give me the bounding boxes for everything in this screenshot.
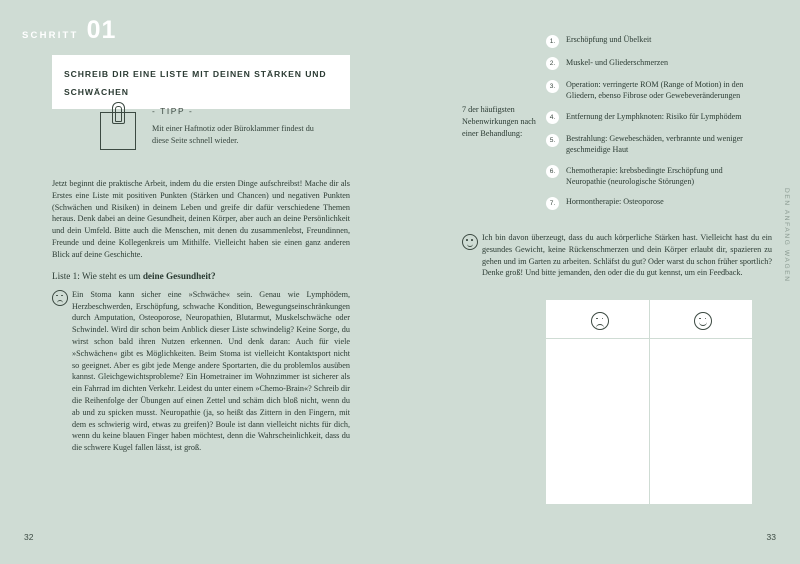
tip-body: Mit einer Haftnotiz oder Büroklammer findest du diese Seite schnell wieder. [152, 124, 314, 145]
list-item-number: 1. [546, 35, 559, 48]
list-item-label: Operation: verringerte ROM (Range of Motion) in den Gliedern, ebenso Fibrose oder Gewebeveränderungen [566, 80, 744, 101]
tip-text-wrap [152, 100, 326, 152]
step-number: 01 [86, 16, 117, 44]
list-item-label: Chemotherapie: krebsbedingte Erschöpfung und Neuropathie (neurologische Störungen) [566, 165, 723, 187]
strengths-paragraph-block [462, 232, 772, 279]
list-item-number: 2. [546, 57, 559, 70]
sad-face-icon [591, 312, 609, 330]
happy-face-icon [694, 312, 712, 330]
subheading-emphasis: deine Gesundheit? [142, 270, 216, 281]
list-item-number: 5. [546, 134, 559, 147]
list-item [546, 111, 752, 125]
strengths-column-header [694, 312, 710, 328]
left-body-column [52, 178, 350, 463]
grid-divider-vertical [649, 300, 650, 504]
subheading-prefix: Liste 1: Wie steht es um [52, 270, 143, 281]
list-item-label: Bestrahlung: Gewebeschäden, verbrannte und weniger geschmeidige Haut [566, 134, 743, 155]
happy-face-icon [462, 234, 478, 250]
page-number-left: 32 [24, 532, 34, 542]
list-item-label: Erschöpfung und Übelkeit [566, 35, 652, 44]
list-item-number: 7. [546, 197, 559, 210]
page-number-right: 33 [766, 532, 776, 542]
list-item [546, 196, 752, 210]
step-header [22, 18, 116, 43]
list-item [546, 57, 752, 71]
list-item [546, 165, 752, 188]
chapter-running-tab: DEN ANFANG WAGEN [783, 188, 790, 283]
grid-divider-horizontal [546, 338, 752, 339]
tip-label: - TIPP - [152, 106, 194, 116]
step-label: SCHRITT [22, 30, 79, 41]
paperclip-note-icon [96, 100, 142, 152]
side-effects-caption: 7 der häufigsten Nebenwirkungen nach einer Behandlung: [462, 105, 536, 138]
strengths-paragraph: Ich bin davon überzeugt, dass du auch körperliche Stärken hast. Vielleicht hast du ein gesundes Gewicht, keine Rückenschmerzen und dein Körper erlaubt dir, spazieren zu gehen und im Garten zu arbeiten. Schläfst du gut? Oder warst du schon früher sportlich? Denke groß! Und bitte jemanden, den oder die du gut kennst, um ein Feedback. [482, 233, 772, 278]
right-page [400, 0, 800, 564]
intro-paragraph: Jetzt beginnt die praktische Arbeit, indem du die ersten Dinge aufschreibst! Mache dir als Erstes eine Liste mit positiven Punkten (Stärken und Chancen) und negativen Punkten (Schwächen und Risiken) in deinem Leben und greife dir dafür verschiedene Themen heraus. Denk dabei an deine Gesundheit, deinen Körper, aber auch an deine Persönlichkeit und dein Umfeld. Bitte auch die Menschen, mit denen du zusammenlebst, Freundinnen, Freunde und deine Kollegenkreis um Mithilfe. Vielleicht haben sie einen ganz anderen Blick auf deine Geschichte. [52, 179, 350, 259]
answer-grid[interactable] [546, 300, 752, 504]
tip-block [96, 100, 326, 152]
health-paragraph-block [52, 289, 350, 454]
list-item [546, 133, 752, 156]
list-item [546, 79, 752, 102]
side-effects-list [546, 34, 752, 219]
list-item-number: 4. [546, 111, 559, 124]
list-item [546, 34, 752, 48]
list-item-number: 3. [546, 80, 559, 93]
list-item-label: Entfernung der Lymphknoten: Risiko für Lymphödem [566, 111, 742, 121]
sad-face-icon [52, 290, 68, 306]
list-subheading [52, 271, 350, 281]
weaknesses-column-header [591, 312, 607, 328]
list-item-label: Hormontherapie: Osteoporose [566, 197, 664, 207]
health-paragraph: Ein Stoma kann sicher eine »Schwäche« sein. Genau wie Lymphödem, Herzbeschwerden, Erschöpfung, schwache Kondition, Bewegungseinschränkungen durch Amputation, Osteoporose, Neuropathien, Blutarmut, Muskelschwäche oder Schwindel. Wird dir schon beim Anblick dieser Liste schwindelig? Keine Sorge, du wirst schon bald ihren Nutzen erkennen. Und denk daran: Auch für viele »Schwächen« gibt es Möglichkeiten. Beim Stoma ist vielleicht Kontaktsport nicht so geeignet. Aber es gibt jede Menge andere Sportarten, die du problemlos ausüben kannst. Gleichgewichtsprobleme? Ein Hometrainer im Wohnzimmer ist sicherer als ein Fahrrad im dichten Verkehr. Leidest du unter einem »Chemo-Brain«? Schreib dir die Reihenfolge der Übungen auf einen Zettel und schäm dich bloß nicht, wenn du ab und zu spicken musst. Neuropathie (ja, so heißt das Zittern in den Fingern, mit dem es schwierig wird, etwas zu greifen)? Boule ist dann vielleicht nichts für dich, wenn du keine blauen Finger haben möchtest, denn die Wahrscheinlichkeit, dass du die schwere Kugel fallen lässt, ist groß. [72, 289, 350, 453]
list-item-number: 6. [546, 165, 559, 178]
section-title: SCHREIB DIR EINE LISTE MIT DEINEN STÄRKEN UND SCHWÄCHEN [64, 69, 327, 97]
list-item-label: Muskel- und Gliederschmerzen [566, 57, 669, 67]
